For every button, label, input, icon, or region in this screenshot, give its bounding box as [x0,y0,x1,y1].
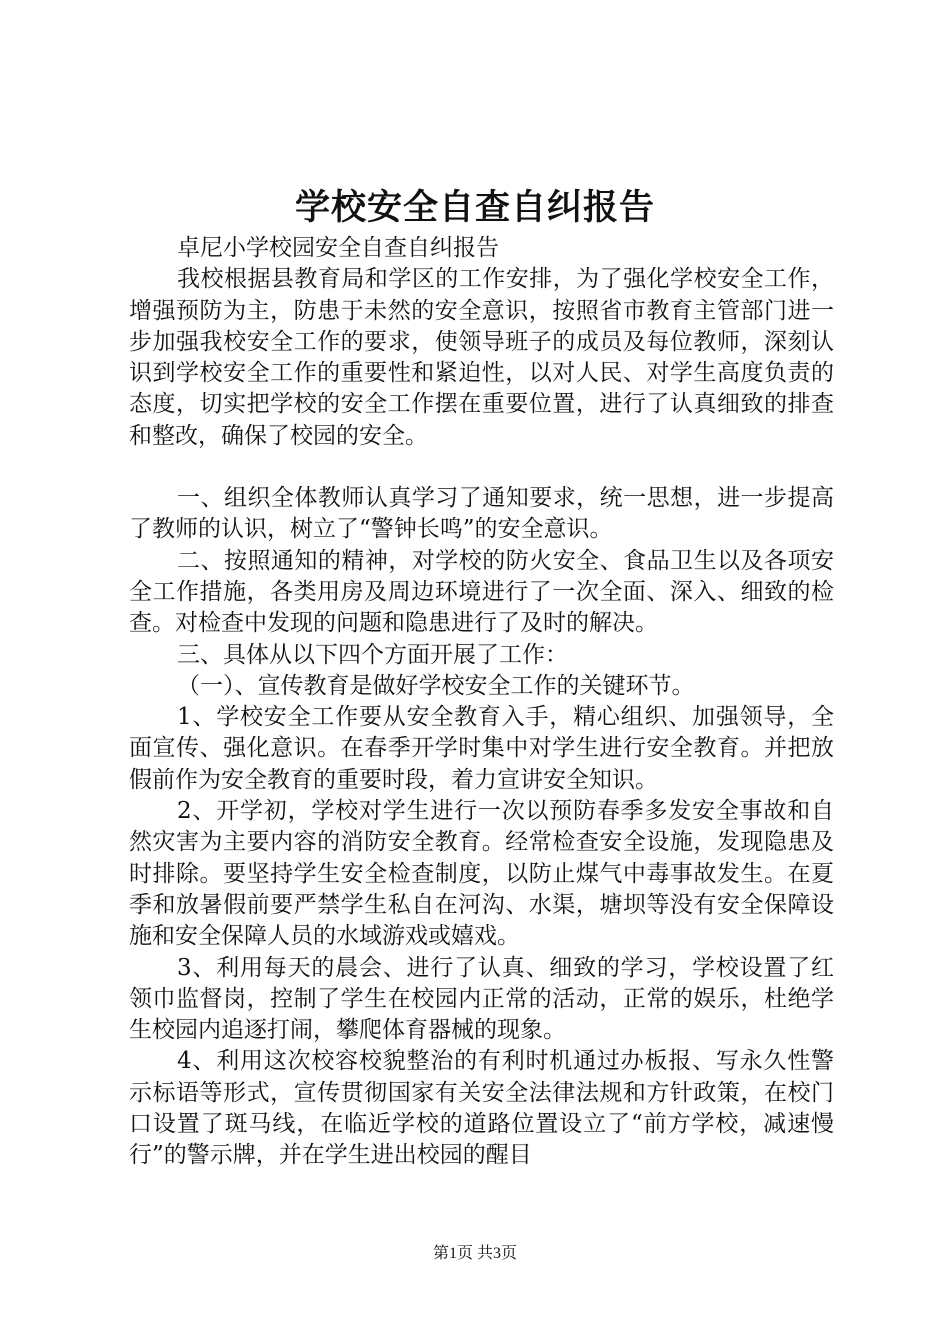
body-paragraph: 卓尼小学校园安全自查自纠报告 [177,235,499,261]
body-paragraph: 3、利用每天的晨会、进行了认真、细致的学习，学校设置了红领巾监督岗，控制了学生在校园内正常的活动，正常的娱乐，杜绝学生校园内追逐打闹，攀爬体育器械的现象。 [129,954,834,1044]
body-paragraph: 三、具体从以下四个方面开展了工作： [177,641,568,668]
body-paragraph: 1、学校安全工作要从安全教育入手，精心组织、加强领导，全面宣传、强化意识。在春季开学时集中对学生进行安全教育。并把放假前作为安全教育的重要时段，着力宣讲安全知识。 [129,704,834,793]
document-title: 学校安全自查自纠报告 [294,187,655,228]
body-paragraph: 二、按照通知的精神，对学校的防火安全、食品卫生以及各项安全工作措施，各类用房及周边环境进行了一次全面、深入、细致的检查。对检查中发现的问题和隐患进行了及时的解决。 [129,547,834,637]
body-paragraph: 2、开学初，学校对学生进行一次以预防春季多发安全事故和自然灾害为主要内容的消防安全教育。经常检查安全设施，发现隐患及时排除。要坚持学生安全检查制度，以防止煤气中毒事故发生。在夏季和放暑假前要严禁学生私自在河沟、水渠，塘坝等没有安全保障设施和安全保障人员的水域游戏或嬉戏。 [129,798,834,950]
body-paragraph: 我校根据县教育局和学区的工作安排，为了强化学校安全工作，增强预防为主，防患于未然的安全意识，按照省市教育主管部门进一步加强我校安全工作的要求，使领导班子的成员及每位教师，深刻认识到学校安全工作的重要性和紧迫性，以对人民、对学生高度负责的态度，切实把学校的安全工作摆在重要位置，进行了认真细致的排查和整改，确保了校园的安全。 [129,266,834,449]
body-paragraph: 4、利用这次校容校貌整治的有利时机通过办板报、写永久性警示标语等形式，宣传贯彻国家有关安全法律法规和方针政策，在校门口设置了斑马线，在临近学校的道路位置设立了“前方学校，减速慢行”的警示牌，并在学生进出校园的醒目 [129,1048,834,1169]
document-body [129,233,834,1172]
body-paragraph: （一）、宣传教育是做好学校安全工作的关键环节。 [177,672,695,699]
page-number-footer: 第1页 共3页 [432,1245,517,1262]
body-paragraph: 一、组织全体教师认真学习了通知要求，统一思想，进一步提高了教师的认识，树立了“警钟长鸣”的安全意识。 [129,485,834,543]
